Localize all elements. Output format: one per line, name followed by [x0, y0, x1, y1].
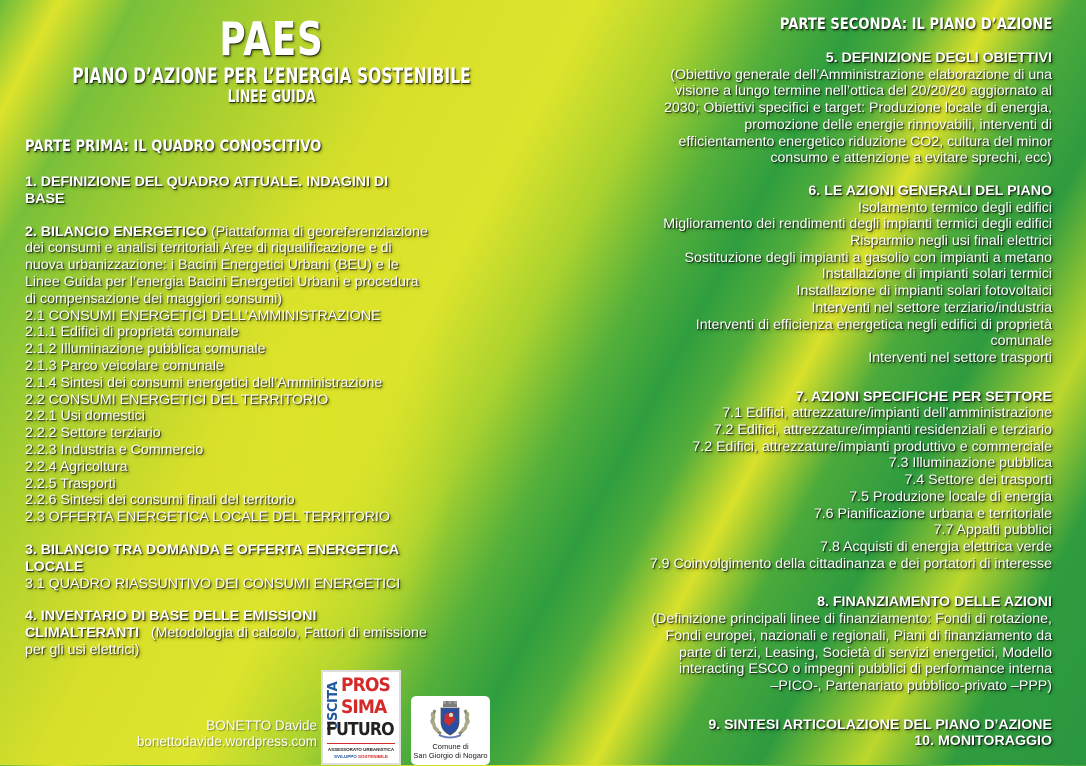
section-8-heading: 8. FINANZIAMENTO DELLE AZIONI [817, 594, 1052, 611]
list-item: 2.2.3 Industria e Commercio [25, 441, 204, 458]
list-item: 7.3 Illuminazione pubblica [888, 455, 1052, 472]
section-2-desc: Linee Guida per l’energia Bacini Energetici Urbani e procedura [25, 273, 419, 290]
part-two-content [552, 50, 1052, 766]
list-item: Installazione di impianti solari termici [821, 266, 1052, 283]
logo-sima-text: SIMA [341, 696, 387, 718]
section-4-desc: (Metodologia di calcolo, Fattori di emissione [139, 625, 427, 642]
section-4-heading-cont: CLIMALTERANTI [25, 625, 140, 642]
comune-caption-line1: Comune di [432, 742, 469, 751]
list-item: Interventi di efficienza energetica negli edifici di proprietà [695, 316, 1052, 333]
list-item: Interventi nel settore terziario/industria [811, 299, 1052, 316]
list-item: 2.2.4 Agricoltura [25, 458, 128, 475]
list-item: comunale [990, 333, 1052, 350]
logo-sostenibile-text: SOSTENIBILE [358, 754, 389, 759]
comune-logo [411, 696, 490, 765]
section-5-desc: visione a lungo termine nell’ottica del 20/20/20 aggiornato al [674, 83, 1052, 100]
section-4-desc-cont: per gli usi elettrici) [25, 641, 140, 658]
title-block [0, 14, 543, 107]
list-item: 7.4 Settore dei trasporti [904, 472, 1052, 489]
logo-futuro-text: FUTURO [326, 719, 394, 740]
section-2-desc-start: (Piattaforma di georeferenziazione [207, 223, 428, 240]
list-item: 7.6 Pianificazione urbana e territoriale [813, 505, 1052, 522]
list-item: 2.2.2 Settore terziario [25, 425, 161, 442]
list-item: 2.2.1 Usi domestici [25, 408, 145, 425]
list-item: 2.2.5 Trasporti [25, 475, 116, 492]
section-5-desc: (Obiettivo generale dell’Amministrazione elaborazione di una [670, 66, 1052, 83]
author-website: bonettodavide.wordpress.com [136, 734, 317, 749]
section-5 [552, 50, 1052, 167]
comune-caption-line2: San Giorgio di Nogaro [413, 751, 488, 760]
section-4 [25, 608, 500, 658]
list-item: 2.1.2 Illuminazione pubblica comunale [25, 341, 266, 358]
section-7 [552, 389, 1052, 573]
section-1-heading-cont: BASE [25, 190, 65, 207]
list-item: 7.2 Edifici, attrezzature/impianti residenziali e terziario [713, 422, 1052, 439]
logo-assessorato-text: ASSESSORATO URBANISTICA [327, 747, 395, 752]
list-item: 2.2 CONSUMI ENERGETICI DEL TERRITORIO [25, 391, 329, 408]
list-item: 7.1 Edifici, attrezzature/impianti dell’amministrazione [722, 405, 1052, 422]
section-5-desc: 2030; Obiettivi specifici e target: Produzione locale di energia, [663, 100, 1052, 117]
section-8-desc: interacting ESCO o impegni pubblici di performance interna [678, 661, 1052, 678]
list-item: 7.2 Edifici, attrezzature/impianti produttivo e commerciale [692, 438, 1052, 455]
list-item: 3.1 QUADRO RIASSUNTIVO DEI CONSUMI ENERGETICI [25, 575, 401, 592]
section-6-heading: 6. LE AZIONI GENERALI DEL PIANO [808, 182, 1052, 199]
coat-of-arms-icon [427, 700, 473, 740]
list-item: Sostituzione degli impianti a gasolio con impianti a metano [684, 249, 1052, 266]
section-2-heading: 2. BILANCIO ENERGETICO [25, 223, 208, 240]
logo-divider [327, 743, 395, 744]
list-item: 2.3 OFFERTA ENERGETICA LOCALE DEL TERRITORIO [25, 509, 391, 526]
list-item: 7.5 Produzione locale di energia [849, 488, 1052, 505]
list-item: 2.1 CONSUMI ENERGETICI DELL’AMMINISTRAZIONE [25, 307, 381, 324]
section-10-heading: 10. MONITORAGGIO [914, 733, 1052, 750]
list-item: Interventi nel settore trasporti [868, 349, 1052, 366]
section-2-desc: di compensazione dei maggiori consumi) [25, 290, 283, 307]
section-8-desc: Fondi europei, nazionali e regionali, Piani di finanziamento da [665, 627, 1052, 644]
section-9-heading: 9. SINTESI ARTICOLAZIONE DEL PIANO D’AZIONE [708, 716, 1052, 733]
part-one-heading: PARTE PRIMA: IL QUADRO CONOSCITIVO [25, 136, 322, 155]
section-6 [552, 183, 1052, 367]
list-item: 7.8 Acquisti di energia elettrica verde [820, 538, 1052, 555]
section-9-10 [552, 717, 1052, 750]
section-7-heading: 7. AZIONI SPECIFICHE PER SETTORE [795, 388, 1052, 405]
title-subtitle: PIANO D’AZIONE PER L’ENERGIA SOSTENIBILE [72, 64, 471, 88]
part-two-heading: PARTE SECONDA: IL PIANO D’AZIONE [779, 14, 1052, 33]
part-one-content [25, 174, 500, 675]
list-item: 7.9 Coinvolgimento della cittadinanza e dei portatori di interesse [649, 555, 1052, 572]
section-2-desc: nuova urbanizzazione: i Bacini Energetici Urbani (BEU) e le [25, 257, 399, 274]
list-item: Risparmio negli usi finali elettrici [850, 233, 1052, 250]
list-item: Installazione di impianti solari fotovoltaici [796, 283, 1052, 300]
section-8 [552, 594, 1052, 694]
list-item: 7.7 Appalti pubblici [933, 522, 1052, 539]
list-item: Isolamento termico degli edifici [858, 199, 1052, 216]
section-5-desc: efficientamento energetico riduzione CO2, cultura del minor [678, 133, 1052, 150]
section-3-heading: 3. BILANCIO TRA DOMANDA E OFFERTA ENERGETICA [25, 541, 400, 558]
section-8-desc: (Definizione principali linee di finanziamento: Fondi di rotazione, [651, 611, 1052, 628]
comune-caption [411, 742, 490, 760]
section-1 [25, 174, 500, 208]
prossima-futuro-logo [321, 670, 401, 765]
logo-uscita-text: USCITA [326, 681, 341, 731]
section-2-heading-line [25, 224, 500, 241]
list-item: 2.1.1 Edifici di proprietà comunale [25, 324, 239, 341]
section-2 [25, 224, 500, 526]
section-5-heading: 5. DEFINIZIONE DEGLI OBIETTIVI [825, 50, 1052, 66]
section-4-heading: 4. INVENTARIO DI BASE DELLE EMISSIONI [25, 608, 317, 625]
title-main: PAES [219, 12, 324, 66]
section-4-heading-line [25, 625, 500, 642]
author-name: BONETTO Davide [206, 718, 317, 733]
section-3 [25, 542, 500, 592]
section-8-desc: parte di terzi, Leasing, Società di servizi energetici, Modello [678, 644, 1052, 661]
logo-pros-text: PROS [341, 674, 390, 696]
section-1-heading: 1. DEFINIZIONE DEL QUADRO ATTUALE. INDAGINI DI [25, 174, 389, 190]
section-3-heading-cont: LOCALE [25, 558, 84, 575]
section-5-desc: promozione delle energie rinnovabili, interventi di [744, 116, 1052, 133]
list-item: 2.1.3 Parco veicolare comunale [25, 357, 224, 374]
section-5-desc: consumo e attenzione a evitare sprechi, ecc) [770, 150, 1052, 167]
title-tagline: LINEE GUIDA [227, 87, 316, 107]
section-2-desc: dei consumi e analisi territoriali Aree di riqualificazione e di [25, 240, 392, 257]
section-8-desc: –PICO-, Partenariato pubblico-privato –PPP) [770, 677, 1052, 694]
list-item: Miglioramento dei rendimenti degli impianti termici degli edifici [663, 216, 1052, 233]
list-item: 2.1.4 Sintesi dei consumi energetici dell’Amministrazione [25, 374, 383, 391]
logo-sviluppo-text: SVILUPPO [333, 754, 357, 759]
logo-sviluppo-line [323, 754, 399, 759]
credits [137, 718, 317, 750]
list-item: 2.2.6 Sintesi dei consumi finali del territorio [25, 492, 295, 509]
